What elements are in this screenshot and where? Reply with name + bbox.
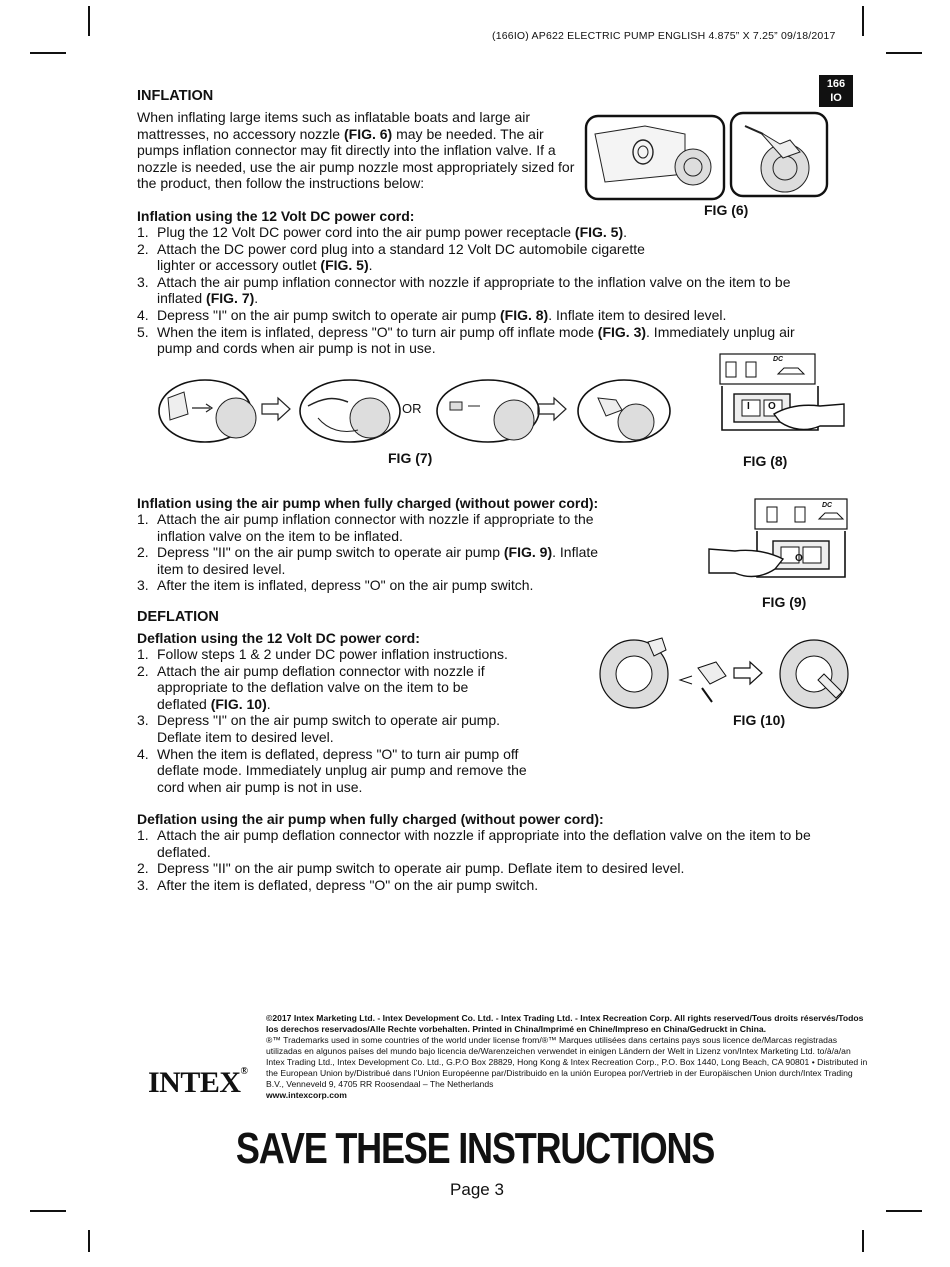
list-item: 5. When the item is inflated, depress "O" to turn air pump off inflate mode (FIG. 3). Immediately unplug air pump and cords when air pump is not in use.	[137, 323, 795, 357]
fig9-switch-o: O	[795, 553, 803, 564]
deflation-charged-title: Deflation using the air pump when fully charged (without power cord):	[137, 811, 604, 827]
page-badge	[819, 75, 853, 107]
legal-notice	[266, 1013, 868, 1101]
inflation-dc-steps	[137, 224, 827, 357]
fig6-illustration	[585, 112, 830, 202]
list-item: 3. Depress "I" on the air pump switch to operate air pump. Deflate item to desired level.	[137, 712, 500, 745]
fig8-illustration	[708, 352, 848, 447]
badge-line-2: IO	[830, 92, 842, 104]
crop-mark	[30, 52, 66, 54]
inflation-charged-title: Inflation using the air pump when fully charged (without power cord):	[137, 495, 599, 511]
fig7-or: OR	[402, 401, 422, 416]
list-item: 1. Attach the air pump inflation connector with nozzle if appropriate to the inflation valve on the item to be inflated.	[137, 511, 594, 544]
logo-text: INTEX	[148, 1066, 241, 1099]
inflation-dc-title: Inflation using the 12 Volt DC power cord:	[137, 208, 415, 224]
intro-text-1: When inflating large items such as inflatable boats and large air mattresses, no accessory nozzle	[137, 109, 530, 142]
list-item: 4. Depress "I" on the air pump switch to operate air pump (FIG. 8). Inflate item to desired level.	[137, 306, 727, 323]
fig8-dc: DC	[773, 356, 784, 363]
fig8-switch-o: O	[768, 401, 776, 412]
fig8-switch-i: I	[747, 401, 750, 412]
list-item: 1. Follow steps 1 & 2 under DC power inflation instructions.	[137, 646, 508, 662]
list-item: 4. When the item is deflated, depress "O" to turn air pump off deflate mode. Immediately unplug air pump and remove the cord when air pump is not in use.	[137, 745, 527, 795]
inflation-title: INFLATION	[137, 88, 214, 104]
fig7-label: FIG (7)	[388, 450, 433, 466]
inflation-charged-steps	[137, 511, 627, 594]
list-item: 2. Depress "II" on the air pump switch to operate air pump. Deflate item to desired level.	[137, 860, 685, 877]
intex-logo	[148, 1066, 248, 1100]
list-item: 1. Attach the air pump deflation connector with nozzle if appropriate into the deflation valve on the item to be deflated.	[137, 827, 811, 860]
legal-trademarks: ®™ Trademarks used in some countries of the world under license from/®™ Marques utilisées dans certains pays sous licence de/Marcas registradas utilizadas en algunos países del mundo bajo licencia de/Warenzeichen verwendet in einigen Ländern der Welt in Lizenz von/Intex Marketing Ltd. to/à/a/an Intex Trading Ltd., Intex Development Co. Ltd., G.P.O Box 28829, Hong Kong & Intex Recreation Corp., P.O. Box 1440, Long Beach, CA 90801 • Distributed in the European Union by/Distribué dans l’Union Européenne par/Distribuido en la unión Europea por/Vertrieb in der Europäischen Union durch/Intex Trading B.V., Venneveld 9, 4705 RR Roosendaal – The Netherlands	[266, 1035, 868, 1089]
badge-line-1: 166	[826, 78, 846, 90]
list-item: 3. After the item is deflated, depress "O" on the air pump switch.	[137, 876, 539, 893]
fig10-label: FIG (10)	[733, 712, 786, 728]
list-item: 1. Plug the 12 Volt DC power cord into the air pump power receptacle (FIG. 5).	[137, 224, 628, 240]
intro-fig-ref: (FIG. 6)	[343, 125, 393, 142]
crop-mark	[88, 1230, 90, 1252]
crop-mark	[886, 52, 922, 54]
deflation-dc-title: Deflation using the 12 Volt DC power cord:	[137, 630, 420, 646]
spec-line: (166IO) AP622 ELECTRIC PUMP ENGLISH 4.875” X 7.25” 09/18/2017	[492, 30, 836, 42]
intro-text-2: may be needed. The air pumps inflation connector may fit directly into the inflation valve. If a nozzle is needed, use the air pump nozzle most appropriately sized for the product, then follow the instructions below:	[137, 125, 575, 192]
fig9-dc: DC	[822, 502, 833, 509]
list-item: 3. Attach the air pump inflation connector with nozzle if appropriate to the inflation valve on the item to be inflated (FIG. 7).	[137, 273, 791, 307]
website: www.intexcorp.com	[266, 1090, 347, 1100]
fig8-label: FIG (8)	[743, 453, 788, 469]
crop-mark	[886, 1210, 922, 1212]
crop-mark	[862, 6, 864, 36]
deflation-dc-steps	[137, 646, 547, 795]
list-item: 2. Attach the air pump deflation connector with nozzle if appropriate to the deflation valve on the item to be deflated (FIG. 10).	[137, 662, 485, 712]
crop-mark	[862, 1230, 864, 1252]
fig9-label: FIG (9)	[762, 594, 807, 610]
list-item: 2. Attach the DC power cord plug into a standard 12 Volt DC automobile cigarette lighter or accessory outlet (FIG. 5).	[137, 240, 645, 274]
save-instructions: SAVE THESE INSTRUCTIONS	[235, 1124, 715, 1173]
deflation-title: DEFLATION	[137, 609, 219, 625]
fig6-label: FIG (6)	[704, 202, 749, 218]
list-item: 3. After the item is inflated, depress "O" on the air pump switch.	[137, 577, 534, 594]
inflation-intro	[137, 109, 577, 192]
fig9-illustration	[705, 497, 850, 592]
page-number: Page 3	[450, 1180, 504, 1199]
deflation-charged-steps	[137, 827, 852, 893]
crop-mark	[88, 6, 90, 36]
crop-mark	[30, 1210, 66, 1212]
legal-copyright: ©2017 Intex Marketing Ltd. - Intex Development Co. Ltd. - Intex Trading Ltd. - Intex Recreation Corp. All rights reserved/Tous droits réservés/Todos los derechos reservados/Alle Rechte vorbehalten. Printed in China/Imprimé en Chine/Impreso en China/Gedruckt in China.	[266, 1013, 864, 1034]
list-item: 2. Depress "II" on the air pump switch to operate air pump (FIG. 9). Inflate item to desired level.	[137, 544, 599, 577]
fig10-illustration	[592, 632, 857, 712]
logo-mark: ®	[240, 1066, 248, 1077]
